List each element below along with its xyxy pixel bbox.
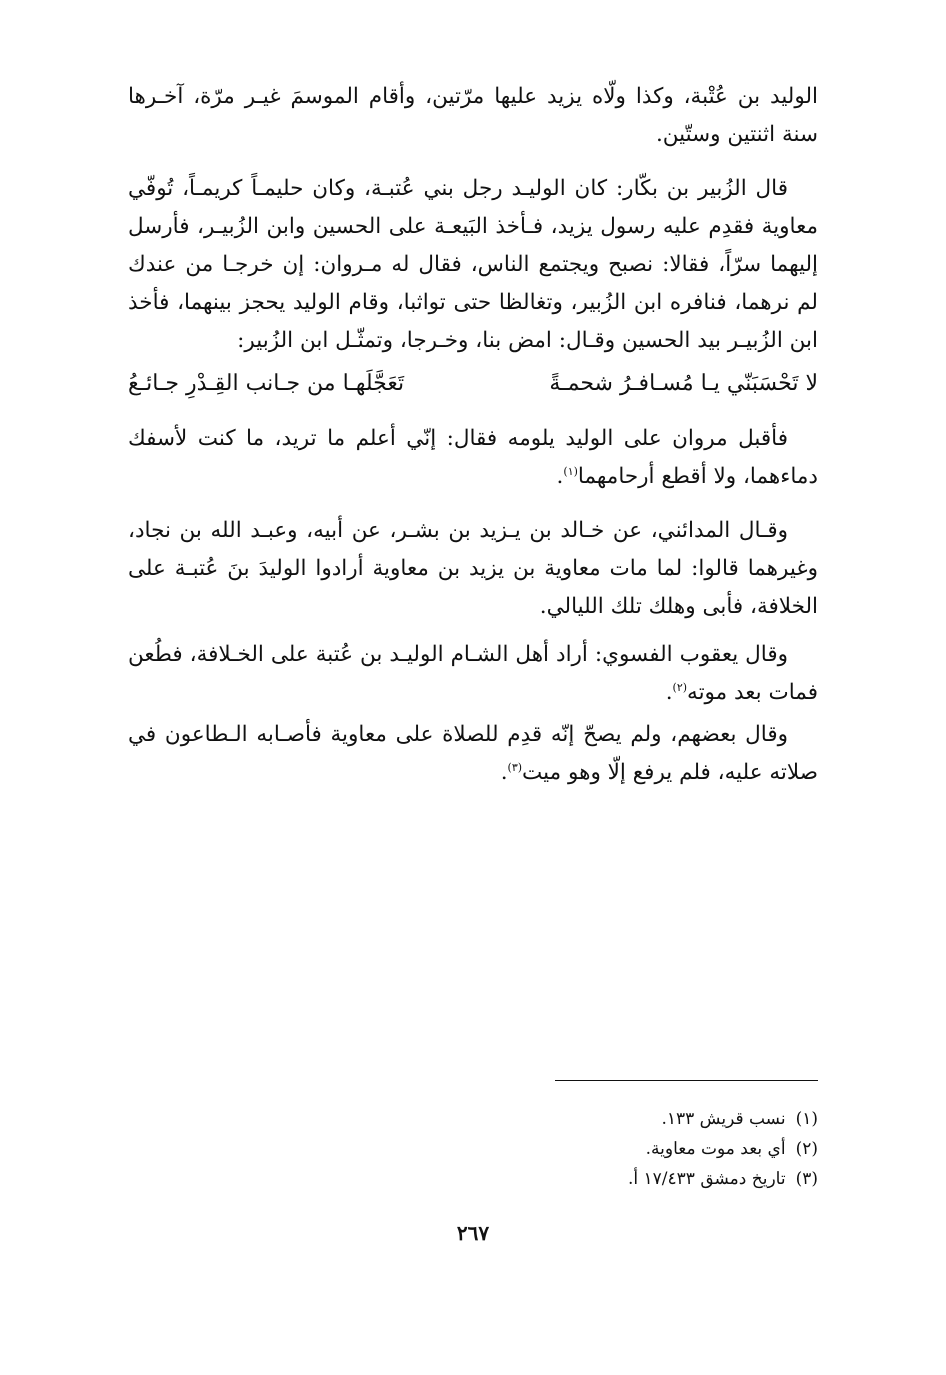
paragraph-4-text: وقـال المدائني، عن خـالد بن يـزيد بن بشـر، عن أبيه، وعبـد الله بن نجاد، وغيرهما قالوا: لما مات معاوية بن يزيد بن معاوية أرادوا الوليدَ بنَ عُتبـة على الخلافة، فأبى وهلك تلك الليالي. — [128, 518, 818, 619]
paragraph-1 — [128, 78, 818, 154]
footnote-text: تاريخ دمشق ١٧/٤٣٣ أ. — [628, 1169, 786, 1189]
page-number: ٢٦٧ — [456, 1221, 490, 1245]
paragraph-2-text: قال الزُبير بن بكّار: كان الوليـد رجل بني عُتبـة، وكان حليمـاً كريمـاً، تُوفّي معاوية فقدِم عليه رسول يزيد، فـأخذ البَيعـة على الحسين وابن الزُبيـر، فأرسل إليهما سرّاً، فقالا: نصبح ويجتمع الناس، فقال له مـروان: إن خرجـا من عندك لم نرهما، فنافره ابن الزُبير، وتغالظا حتى تواثبا، وقام الوليد يحجز بينهما، فأخذ ابن الزُبيـر بيد الحسين وقـال: امض بنا، وخـرجا، وتمثّـل ابن الزُبير: — [128, 176, 818, 353]
page-body — [128, 78, 818, 792]
paragraph-5-end: . — [665, 680, 673, 705]
footnote-item — [128, 1104, 818, 1134]
footnote-text: نسب قريش ١٣٣. — [661, 1109, 786, 1129]
paragraph-3 — [128, 420, 818, 496]
paragraph-1-text: الوليد بن عُتْبة، وكذا ولّاه يزيد عليها مرّتين، وأقام الموسمَ غيـر مرّة، آخـرها سنة اثنتين وستّين. — [128, 84, 818, 147]
verse-hemistich-left: تَعَجَّلَهـا من جـانب القِـدْرِ جـائـعُ — [128, 371, 405, 396]
paragraph-2 — [128, 170, 818, 360]
footnote-ref-1: (١) — [563, 464, 578, 478]
footnote-text: أي بعد موت معاوية. — [645, 1139, 786, 1159]
footnote-item — [128, 1164, 818, 1194]
footnote-number: (١) — [795, 1109, 818, 1129]
verse-hemistich-right: لا تَحْسَبَنّي يـا مُسـافـرُ شحمـةً — [549, 371, 818, 396]
footnote-number: (٢) — [795, 1139, 818, 1159]
footnotes — [128, 1104, 818, 1194]
footnote-ref-2: (٢) — [672, 680, 688, 694]
paragraph-6-text: وقال بعضهم، ولم يصحّ إنّه قدِم للصلاة على معاوية فأصـابه الـطاعون في صلاته عليه، فلم يرفع إلّا وهو ميت — [128, 722, 818, 785]
footnote-ref-3: (٣) — [507, 760, 523, 774]
footnote-number: (٣) — [795, 1169, 818, 1189]
paragraph-6 — [128, 716, 818, 792]
footnote-divider — [555, 1080, 818, 1081]
paragraph-6-end: . — [500, 760, 508, 785]
paragraph-5-text: وقال يعقوب الفسوي: أراد أهل الشـام الوليـد بن عُتبة على الخـلافة، فطُعن فمات بعد موته — [128, 642, 818, 705]
paragraph-3-text: فأقبل مروان على الوليد يلومه فقال: إنّي أعلم ما تريد، ما كنت لأسفك دماءهما، ولا أقطع أرحامهما — [128, 426, 818, 489]
footnote-item — [128, 1134, 818, 1164]
paragraph-3-end: . — [556, 464, 564, 489]
paragraph-4 — [128, 512, 818, 626]
poem-verse — [128, 364, 818, 404]
paragraph-5 — [128, 636, 818, 712]
